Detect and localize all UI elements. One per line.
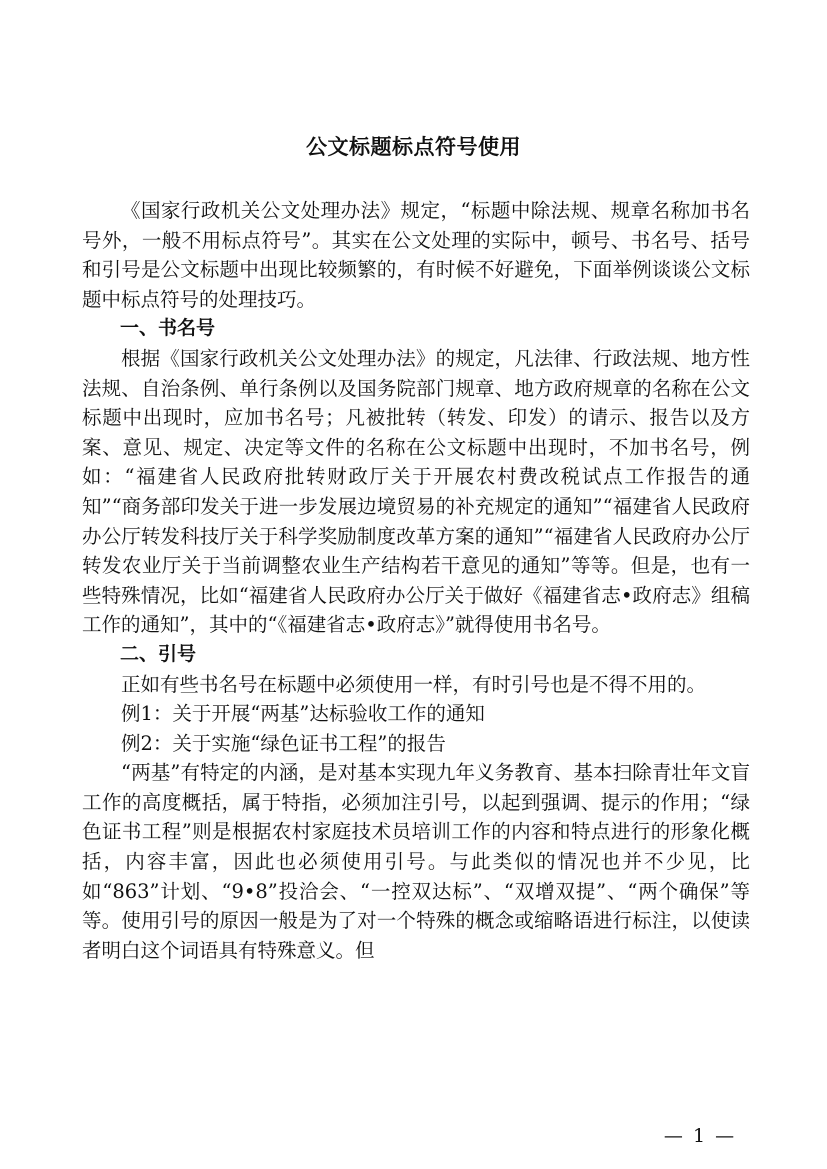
example-1: 例1：关于开展“两基”达标验收工作的通知 xyxy=(121,702,485,726)
document-body xyxy=(82,196,750,965)
intro-paragraph: 《国家行政机关公文处理办法》规定，“标题中除法规、规章名称加书名号外，一般不用标点符号”。其实在公文处理的实际中，顿号、书名号、括号和引号是公文标题中出现比较频繁的，有时候不好避免，下面举例谈谈公文标题中标点符号的处理技巧。 xyxy=(82,199,750,311)
section-heading-quotation-marks: 二、引号 xyxy=(120,642,197,665)
section2-paragraph-1: 正如有些书名号在标题中必须使用一样，有时引号也是不得不用的。 xyxy=(121,672,707,696)
section2-paragraph-2: “两基”有特定的内涵，是对基本实现九年义务教育、基本扫除青壮年文盲工作的高度概括，属于特指，必须加注引号，以起到强调、提示的作用；“绿色证书工程”则是根据农村家庭技术员培训工作的内容和特点进行的形象化概括，内容丰富，因此也必须使用引号。与此类似的情况也并不少见，比如“863”计划、“9•8”投洽会、“一控双达标”、“双增双提”、“两个确保”等等。使用引号的原因一般是为了对一个特殊的概念或缩略语进行标注，以使读者明白这个词语具有特殊意义。但 xyxy=(82,761,750,962)
section-heading-book-title-marks: 一、书名号 xyxy=(120,317,216,340)
document-title: 公文标题标点符号使用 xyxy=(306,135,521,159)
page-number: — 1 — xyxy=(663,1125,737,1147)
example-2: 例2：关于实施“绿色证书工程”的报告 xyxy=(121,731,446,755)
section1-paragraph: 根据《国家行政机关公文处理办法》的规定，凡法律、行政法规、地方性法规、自治条例、单行条例以及国务院部门规章、地方政府规章的名称在公文标题中出现时，应加书名号；凡被批转（转发、印发）的请示、报告以及方案、意见、规定、决定等文件的名称在公文标题中出现时，不加书名号，例如：“福建省人民政府批转财政厅关于开展农村费改税试点工作报告的通知”“商务部印发关于进一步发展边境贸易的补充规定的通知”“福建省人民政府办公厅转发科技厅关于科学奖励制度改革方案的通知”“福建省人民政府办公厅转发农业厅关于当前调整农业生产结构若干意见的通知”等等。但是，也有一些特殊情况，比如“福建省人民政府办公厅关于做好《福建省志•政府志》组稿工作的通知”，其中的“《福建省志•政府志》”就得使用书名号。 xyxy=(82,346,750,637)
